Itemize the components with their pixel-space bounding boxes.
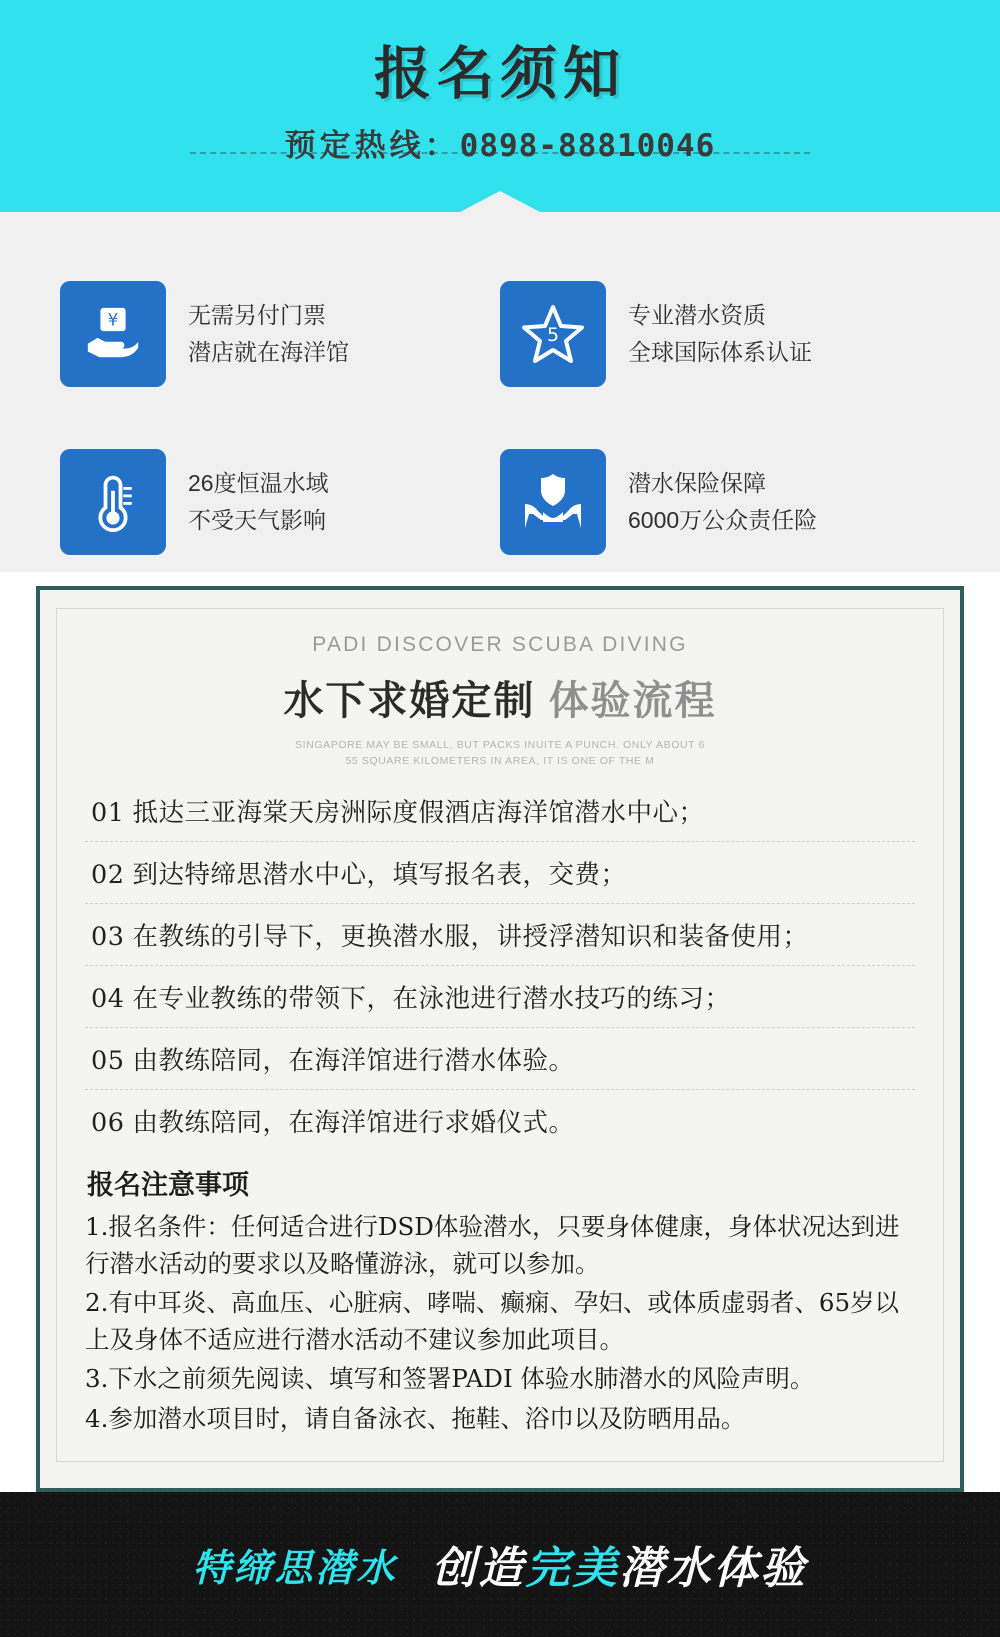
steps-list (85, 780, 915, 1151)
feature-line-2: 全球国际体系认证 (628, 339, 812, 365)
hotline-label: 预定热线： (284, 128, 460, 164)
step-text: 由教练陪同，在海洋馆进行潜水体验。 (132, 1045, 575, 1076)
feature-item (500, 418, 940, 586)
thermometer-icon (60, 449, 166, 555)
step-number: 06 (91, 1107, 125, 1138)
hand-money-icon (60, 281, 166, 387)
feature-line-1: 26度恒温水域 (188, 469, 329, 496)
step-number: 03 (91, 921, 125, 952)
card-eyebrow: PADI DISCOVER SCUBA DIVING (312, 633, 688, 656)
notice-title: 报名注意事项 (87, 1169, 249, 1201)
footer-slogan-part-c: 潜水体验 (619, 1543, 808, 1595)
feature-line-1: 无需另付门票 (188, 301, 326, 328)
step-text: 由教练陪同，在海洋馆进行求婚仪式。 (132, 1107, 575, 1138)
feature-line-1: 专业潜水资质 (628, 301, 766, 328)
step-item (85, 966, 915, 1028)
card-subtext-line-1: SINGAPORE MAY BE SMALL, BUT PACKS INUITE A PUNCH. ONLY ABOUT 6 (295, 739, 705, 751)
feature-text (628, 465, 817, 540)
hero-banner (0, 0, 1000, 212)
footer-banner (0, 1492, 1000, 1637)
hero-notch (458, 191, 542, 212)
step-item (85, 842, 915, 904)
feature-text (628, 297, 812, 372)
step-text: 到达特缔思潜水中心，填写报名表，交费； (132, 859, 627, 890)
feature-item (60, 250, 500, 418)
hotline (285, 120, 716, 165)
feature-item (60, 418, 500, 586)
card-subtext-line-2: 55 SQUARE KILOMETERS IN AREA, IT IS ONE OF THE M (345, 754, 655, 767)
card-title (85, 669, 915, 726)
step-text: 在教练的引导下，更换潜水服，讲授浮潜知识和装备使用； (132, 921, 809, 952)
card-title-dim: 体验流程 (548, 679, 717, 723)
step-number: 05 (91, 1045, 125, 1076)
feature-line-2: 不受天气影响 (188, 507, 326, 533)
svg-text:5: 5 (546, 324, 560, 346)
footer-slogan-left: 特缔思潜水 (192, 1545, 398, 1590)
step-item (85, 1090, 915, 1151)
step-number: 01 (91, 797, 125, 828)
footer-slogan-right (432, 1532, 808, 1596)
page-title: 报名须知 (374, 41, 626, 107)
process-section (0, 572, 1000, 1492)
hotline-row (0, 120, 1000, 165)
hotline-number: 0898-88810046 (459, 128, 716, 164)
notice-item: 3.下水之前须先阅读、填写和签署PADI 体验水肺潜水的风险声明。 (85, 1364, 815, 1394)
feature-text (188, 465, 329, 540)
star-five-icon (500, 281, 606, 387)
step-item (85, 1028, 915, 1090)
notice-item: 2.有中耳炎、高血压、心脏病、哮喘、癫痫、孕妇、或体质虚弱者、65岁以上及身体不适应进行潜水活动不建议参加此项目。 (85, 1287, 900, 1355)
feature-line-2: 6000万公众责任险 (628, 507, 818, 533)
step-text: 抵达三亚海棠天房洲际度假酒店海洋馆潜水中心； (132, 797, 705, 828)
step-item (85, 780, 915, 842)
footer-slogan-part-a: 创造 (431, 1543, 526, 1595)
step-text: 在专业教练的带领下，在泳池进行潜水技巧的练习； (132, 983, 731, 1014)
notice-item: 1.报名条件：任何适合进行DSD体验潜水，只要身体健康，身体状况达到进行潜水活动的要求以及略懂游泳，就可以参加。 (85, 1211, 900, 1278)
notice-item: 4.参加潜水项目时，请自备泳衣、拖鞋、浴巾以及防晒用品。 (85, 1403, 746, 1433)
process-card (36, 586, 964, 1492)
step-number: 02 (91, 859, 125, 890)
feature-line-1: 潜水保险保障 (628, 469, 766, 496)
step-item (85, 904, 915, 966)
feature-text (188, 297, 349, 372)
svg-text:¥: ¥ (107, 310, 119, 330)
features-section (0, 212, 1000, 572)
card-subtext (85, 738, 915, 770)
feature-item (500, 250, 940, 418)
notice-list (85, 1208, 915, 1437)
process-card-inner (56, 608, 944, 1462)
hands-shield-icon (500, 449, 606, 555)
card-title-main: 水下求婚定制 (283, 679, 536, 723)
footer-slogan-part-b: 完美 (525, 1543, 620, 1595)
feature-line-2: 潜店就在海洋馆 (188, 339, 349, 365)
step-number: 04 (91, 983, 125, 1014)
features-grid (60, 250, 940, 586)
